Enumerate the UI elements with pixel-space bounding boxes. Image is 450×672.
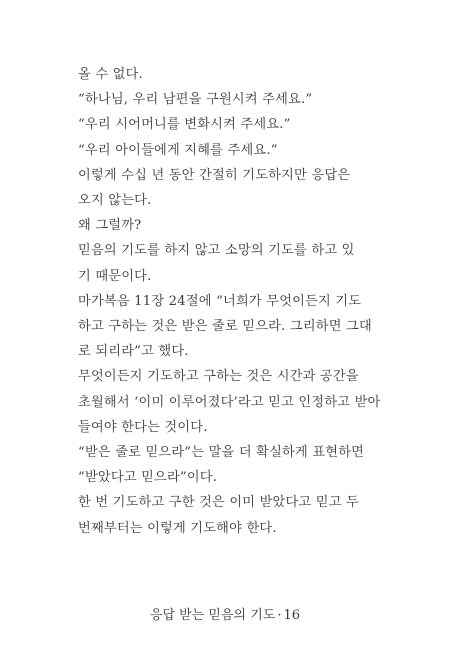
text-line: 믿음의 기도를 하지 않고 소망의 기도를 하고 있	[78, 243, 355, 259]
text-line: “받았다고 믿으라”이다.	[78, 470, 218, 486]
text-line: 올 수 없다.	[78, 67, 143, 82]
text-line: 무엇이든지 기도하고 구하는 것은 시간과 공간을	[78, 369, 359, 385]
text-line: 초월해서 ‘이미 이루어졌다’라고 믿고 인정하고 받아	[78, 394, 381, 410]
text-line: “받은 줄로 믿으라”는 말을 더 확실하게 표현하면	[78, 445, 365, 461]
footer-separator: ·	[277, 608, 282, 623]
text-line: 들여야 한다는 것이다.	[78, 419, 208, 435]
body-text	[78, 62, 381, 541]
text-line: 마가복음 11장 24절에 “너희가 무엇이든지 기도	[78, 293, 362, 309]
running-title: 응답 받는 믿음의 기도	[149, 608, 276, 623]
text-line: 기 때문이다.	[78, 268, 152, 284]
page-footer	[0, 604, 450, 623]
text-line: 로 되리라”고 했다.	[78, 344, 189, 360]
text-line: 한 번 기도하고 구한 것은 이미 받았다고 믿고 두	[78, 495, 359, 511]
text-line: “하나님, 우리 남편을 구원시켜 주세요.”	[78, 92, 313, 108]
text-line: 오지 않는다.	[78, 193, 152, 209]
text-line: “우리 아이들에게 지혜를 주세요.”	[78, 142, 278, 158]
text-line: 번째부터는 이렇게 기도해야 한다.	[78, 520, 277, 536]
text-line: 왜 그럴까?	[78, 218, 142, 234]
text-line: 이렇게 수십 년 동안 간절히 기도하지만 응답은	[78, 167, 351, 183]
page-number: 16	[283, 608, 301, 623]
text-line: “우리 시어머니를 변화시켜 주세요.”	[78, 117, 291, 133]
text-line: 하고 구하는 것은 받은 줄로 믿으라. 그리하면 그대	[78, 319, 372, 335]
